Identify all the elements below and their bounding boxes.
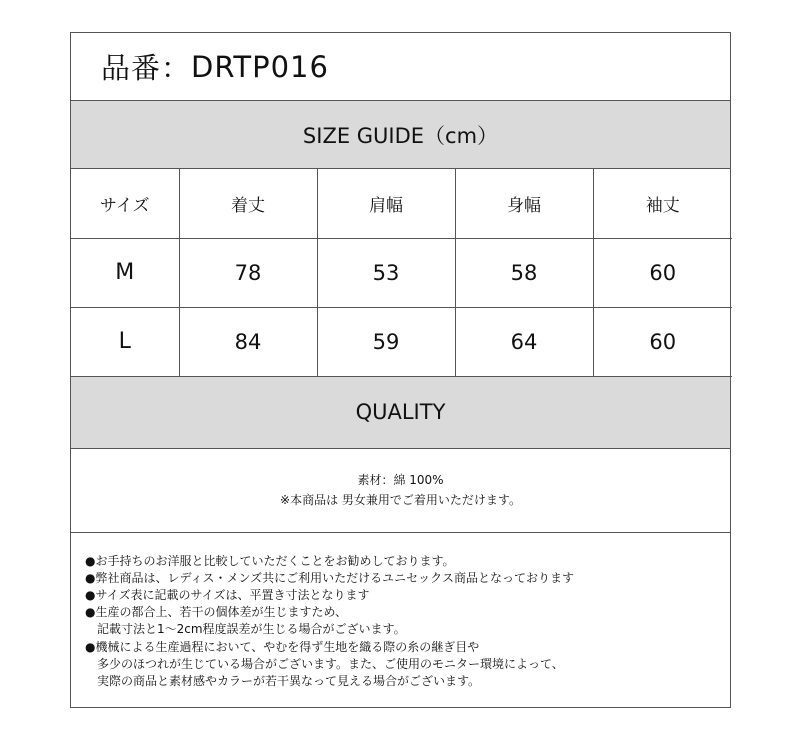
note-line: 実際の商品と素材感やカラーが若干異なって見える場合がございます。: [97, 673, 481, 688]
header-size: サイズ: [71, 169, 179, 238]
note-line: ●生産の都合上、若干の個体差が生じますため、: [85, 605, 347, 620]
note-line: ●サイズ表に記載のサイズは、平置き寸法となります: [85, 587, 370, 602]
size-table: [71, 169, 732, 377]
note-line: ●機械による生産過程において、やむを得ず生地を織る際の糸の継ぎ目や: [85, 639, 480, 654]
header-shoulder: 肩幅: [317, 169, 455, 238]
shoulder-cell: 59: [317, 307, 455, 376]
header-length: 着丈: [179, 169, 317, 238]
chest-cell: 58: [455, 238, 593, 307]
sleeve-cell: 60: [593, 238, 732, 307]
material-text: 素材：綿 100%: [357, 473, 444, 487]
quality-title: QUALITY: [355, 400, 446, 424]
size-guide-header: [71, 101, 730, 169]
size-guide-title: SIZE GUIDE（cm）: [302, 123, 499, 148]
size-cell: M: [71, 238, 179, 307]
length-cell: 78: [179, 238, 317, 307]
unisex-note: ※本商品は 男女兼用でご着用いただけます。: [280, 493, 521, 507]
product-code-row: [71, 33, 730, 101]
shoulder-cell: 53: [317, 238, 455, 307]
size-table-header-row: [71, 169, 732, 238]
product-code: DRTP016: [191, 49, 329, 84]
notes-section: [71, 533, 730, 707]
sleeve-cell: 60: [593, 307, 732, 376]
header-chest: 身幅: [455, 169, 593, 238]
size-guide-sheet: [70, 32, 731, 708]
quality-header: [71, 377, 730, 449]
note-line: ●お手持ちのお洋服と比較していただくことをお勧めしております。: [85, 553, 455, 568]
header-sleeve: 袖丈: [593, 169, 732, 238]
size-cell: L: [71, 307, 179, 376]
chest-cell: 64: [455, 307, 593, 376]
quality-body: [71, 449, 730, 533]
table-row: [71, 307, 732, 376]
note-line: 記載寸法と1～2cm程度誤差が生じる場合がございます。: [97, 622, 406, 637]
product-label: 品番: [101, 51, 162, 85]
length-cell: 84: [179, 307, 317, 376]
note-line: ●弊社商品は、レディス・メンズ共にご利用いただけるユニセックス商品となっております: [85, 570, 575, 585]
note-line: 多少のほつれが生じている場合がございます。また、ご使用のモニター環境によって、: [97, 656, 564, 671]
table-row: [71, 238, 732, 307]
product-colon: ：: [161, 51, 192, 85]
